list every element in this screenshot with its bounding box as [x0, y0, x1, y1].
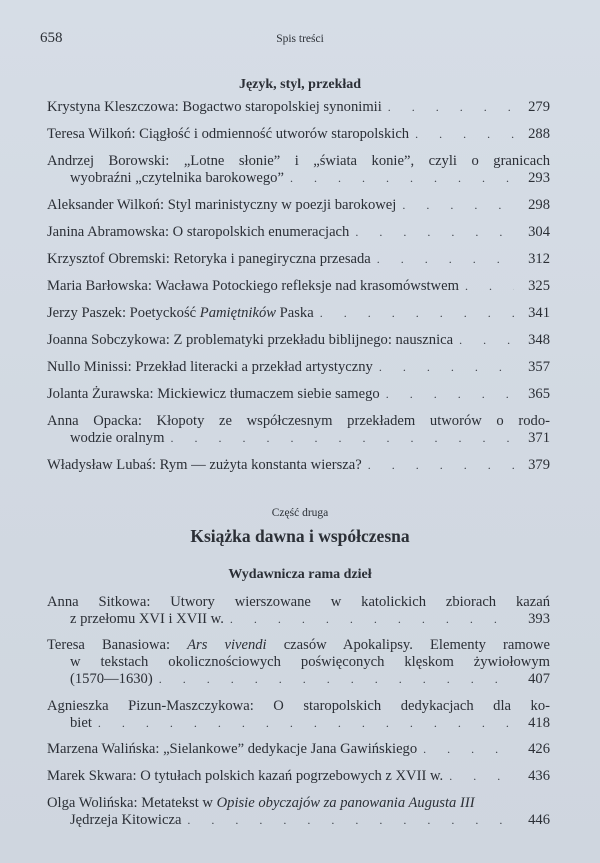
entry-page: 288	[528, 126, 550, 142]
entry-page: 293	[528, 170, 550, 186]
toc-entry	[47, 278, 550, 295]
title-text: Teresa Banasiowa:	[47, 637, 188, 653]
dot-leader	[386, 386, 514, 403]
entry-title	[47, 795, 475, 812]
entry-title-continued: biet	[70, 715, 92, 731]
entry-page: 436	[528, 768, 550, 784]
entry-page: 418	[528, 715, 550, 731]
dot-leader	[402, 197, 514, 214]
toc-entry	[47, 197, 550, 214]
entry-title-continued: wodzie oralnym	[70, 430, 165, 446]
entry-page: 298	[528, 197, 550, 213]
entry-title: Joanna Sobczykowa: Z problematyki przekładu biblijnego: nausznica	[47, 332, 454, 348]
entry-page: 304	[528, 224, 550, 240]
entry-title-continued: z przełomu XVI i XVII w.	[70, 611, 224, 627]
entry-page: 279	[528, 99, 550, 115]
toc-entry	[47, 251, 550, 268]
entry-title: Marek Skwara: O tytułach polskich kazań pogrzebowych z XVII w.	[47, 768, 444, 784]
dot-leader	[415, 126, 514, 143]
entry-page: 357	[528, 359, 550, 375]
entry-title: Agnieszka Pizun-Maszczykowa: O staropolskich dedykacjach dla ko-	[47, 698, 550, 714]
toc-entry	[47, 594, 550, 628]
toc-entry	[47, 413, 550, 447]
dot-leader	[449, 768, 514, 785]
entry-page: 371	[528, 430, 550, 446]
toc-entry	[47, 153, 550, 187]
entry-title-continued: wyobraźni „czytelnika barokowego”	[70, 170, 284, 186]
entry-title: Janina Abramowska: O staropolskich enumeracjach	[47, 224, 350, 240]
part-label: Część druga	[271, 507, 329, 519]
entry-title: Anna Opacka: Kłopoty ze współczesnym przekładem utworów o rodo-	[47, 413, 550, 429]
dot-leader	[368, 457, 514, 474]
toc-entry	[47, 126, 550, 143]
toc-entry	[47, 795, 550, 829]
toc-entry	[47, 768, 550, 785]
entry-page: 348	[528, 332, 550, 348]
toc-entry	[47, 224, 550, 241]
title-text: Jerzy Paszek: Poetyckość	[47, 305, 200, 321]
entry-page: 407	[528, 671, 550, 687]
entry-page: 312	[528, 251, 550, 267]
entry-page: 341	[528, 305, 550, 321]
title-text: Olga Wolińska: Metatekst w	[47, 795, 217, 811]
entry-title: Władysław Lubaś: Rym — zużyta konstanta wiersza?	[47, 457, 362, 473]
toc-entry	[47, 386, 550, 403]
entry-title: Krzysztof Obremski: Retoryka i panegiryczna przesada	[47, 251, 371, 267]
toc-entry	[47, 332, 550, 349]
title-italic: Opisie obyczajów za panowania Augusta III	[216, 795, 475, 811]
entry-page: 365	[528, 386, 550, 402]
entry-title-continued: Jędrzeja Kitowicza	[70, 812, 182, 828]
entry-title-continued: w tekstach okolicznościowych poświęconych klęskom żywiołowym	[70, 654, 550, 670]
title-italic: Ars vivendi	[187, 637, 267, 653]
entry-title: Aleksander Wilkoń: Styl marinistyczny w poezji barokowej	[47, 197, 397, 213]
dot-leader	[465, 278, 514, 295]
entry-title: Marzena Walińska: „Sielankowe” dedykacje Jana Gawińskiego	[47, 741, 418, 757]
section-heading: Język, styl, przekład	[238, 77, 362, 92]
dot-leader	[290, 170, 514, 187]
dot-leader	[379, 359, 514, 376]
toc-entry	[47, 305, 550, 322]
entry-page: 379	[528, 457, 550, 473]
entry-page: 393	[528, 611, 550, 627]
dot-leader	[423, 741, 514, 758]
running-title: Spis treści	[276, 33, 324, 45]
section-heading: Wydawnicza rama dzieł	[228, 567, 372, 582]
running-head	[0, 30, 600, 50]
entry-title: Teresa Wilkoń: Ciągłość i odmienność utworów staropolskich	[47, 126, 410, 142]
title-text: czasów Apokalipsy. Elementy ramowe	[266, 637, 550, 653]
entry-title: Andrzej Borowski: „Lotne słonie” i „świata konie”, czyli o granicach	[47, 153, 550, 169]
dot-leader	[187, 812, 514, 829]
toc-entry	[47, 637, 550, 688]
toc-entry	[47, 99, 550, 116]
toc-entry	[47, 359, 550, 376]
entry-title-continued: (1570—1630)	[70, 671, 153, 687]
entry-title	[47, 637, 550, 654]
dot-leader	[459, 332, 514, 349]
dot-leader	[377, 251, 514, 268]
dot-leader	[230, 611, 514, 628]
entry-page: 446	[528, 812, 550, 828]
title-text: Paska	[276, 305, 314, 321]
entry-page: 426	[528, 741, 550, 757]
dot-leader	[320, 305, 514, 322]
dot-leader	[388, 99, 514, 116]
dot-leader	[170, 430, 514, 447]
entry-title	[47, 305, 314, 322]
part-title: Książka dawna i współczesna	[190, 526, 410, 546]
entry-title: Krystyna Kleszczowa: Bogactwo staropolskiej synonimii	[47, 99, 382, 115]
toc-entry	[47, 457, 550, 474]
dot-leader	[355, 224, 514, 241]
toc-entry	[47, 741, 550, 758]
title-italic: Pamiętników	[199, 305, 276, 321]
dot-leader	[98, 715, 514, 732]
entry-page: 325	[528, 278, 550, 294]
entry-title: Jolanta Żurawska: Mickiewicz tłumaczem siebie samego	[47, 386, 380, 402]
entry-title: Maria Barłowska: Wacława Potockiego refleksje nad krasomówstwem	[47, 278, 459, 294]
toc-entry	[47, 698, 550, 732]
entry-title: Anna Sitkowa: Utwory wierszowane w katolickich zbiorach kazań	[47, 594, 550, 610]
entry-title: Nullo Minissi: Przekład literacki a przekład artystyczny	[47, 359, 373, 375]
dot-leader	[159, 671, 514, 688]
page-number: 658	[40, 30, 63, 46]
